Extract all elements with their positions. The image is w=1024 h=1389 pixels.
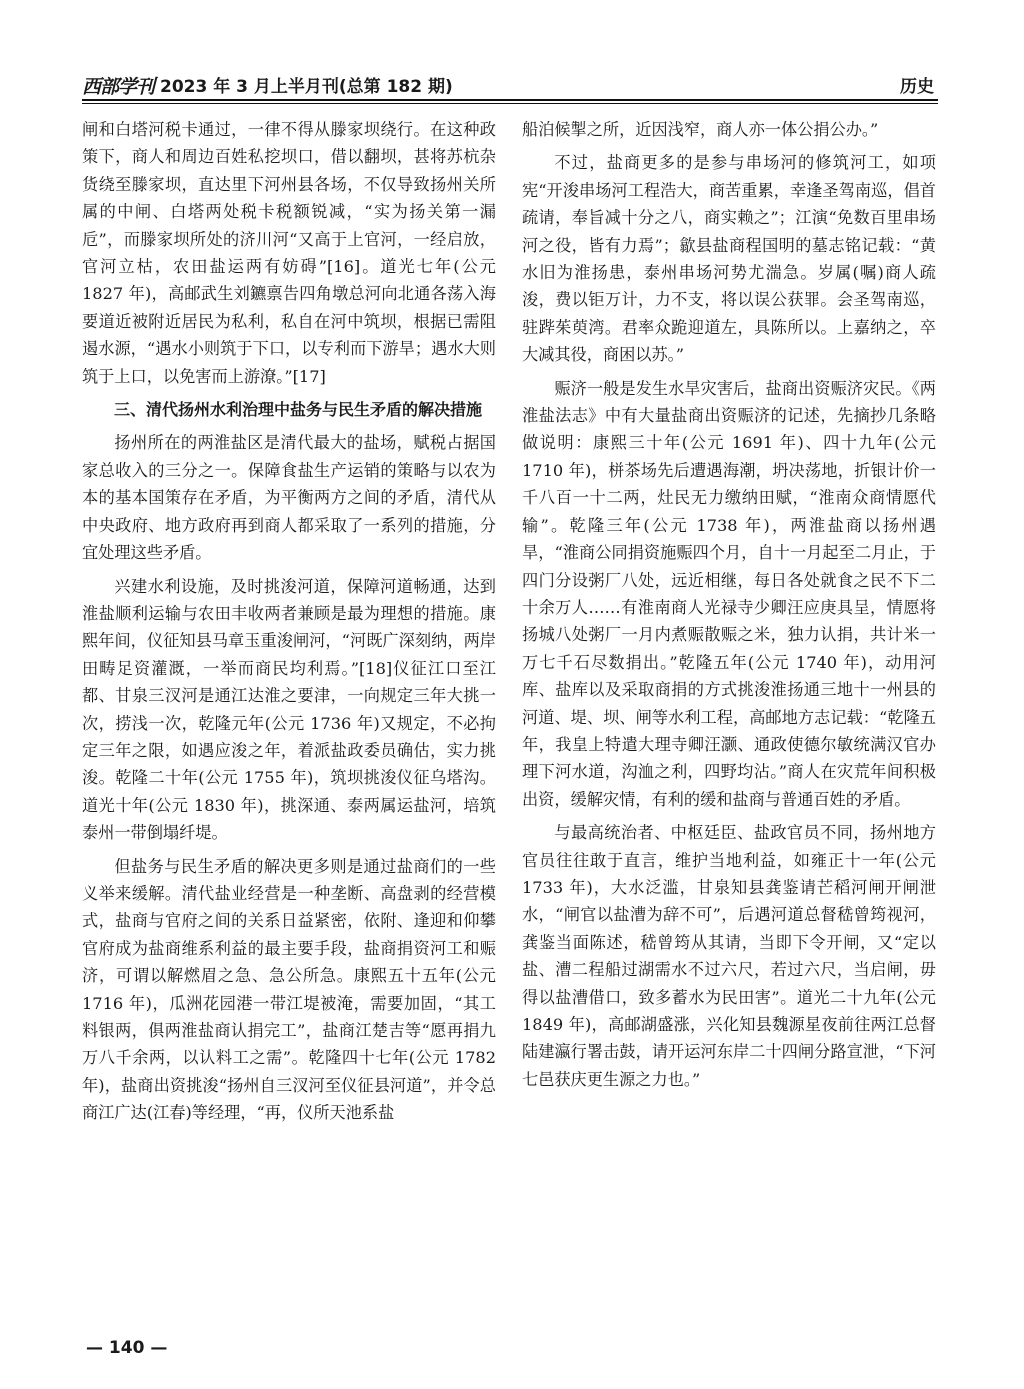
body-paragraph: 船泊候掣之所，近因浅窄，商人亦一体公捐公办。”: [522, 120, 879, 139]
issue-info: 2023 年 3 月上半月刊(总第 182 期): [160, 77, 453, 97]
running-header: [82, 68, 938, 102]
body-paragraph: 扬州所在的两淮盐区是清代最大的盐场，赋税占据国家总收入的三分之一。保障食盐生产运销的策略与以农为本的基本国策存在矛盾，为平衡两方之间的矛盾，清代从中央政府、地方政府再到商人都采取了一系列的措施，分宜处理这些矛盾。: [82, 433, 496, 563]
body-paragraph: 闸和白塔河税卡通过，一律不得从滕家坝绕行。在这种政策下，商人和周边百姓私挖坝口，借以翻坝，甚将苏杭杂货绕至滕家坝，直达里下河州县各场，不仅导致扬州关所属的中闸、白塔两处税卡税额锐减，“实为扬关第一漏卮”，而滕家坝所处的济川河“又高于上官河，一经启放，官河立枯，农田盐运两有妨碍”[16]。道光七年(公元 1827 年)，高邮武生刘鑣禀告四角墩总河向北通各荡入海要道近被附近居民为私利，私自在河中筑坝，根据已需阻遏水源，“遇水小则筑于下口，以专利而下游旱；遇水大则筑于上口，以免害而上游潦。”[17]: [82, 120, 496, 386]
body-paragraph: 但盐务与民生矛盾的解决更多则是通过盐商们的一些义举来缓解。清代盐业经营是一种垄断、高盘剥的经营模式，盐商与官府之间的关系日益紧密，依附、逢迎和仰攀官府成为盐商维系利益的最主要手段，盐商捐资河工和赈济，可谓以解燃眉之急、急公所急。康熙五十五年(公元 1716 年)，瓜洲花园港一带江堤被淹，需要加固，“其工料银两，俱两淮盐商认捐完工”，盐商江楚吉等“愿再捐九万八千余两，以认料工之需”。乾隆四十七年(公元 1782 年)，盐商出资挑浚“扬州自三汊河至仪征县河道”，并令总商江广达(江春)等经理，“再，仪所天池系盐: [82, 856, 496, 1123]
section-name: 历史: [900, 77, 934, 97]
left-column: [82, 116, 496, 1332]
right-column: [522, 116, 936, 1332]
body-paragraph: 与最高统治者、中枢廷臣、盐政官员不同，扬州地方官员往往敢于直言，维护当地利益，如雍正十一年(公元 1733 年)，大水泛滥，甘泉知县龚鉴请芒稻河闸开闸泄水，“闸官以盐漕为辞不可”，后遇河道总督嵇曾筠视河，龚鉴当面陈述，嵇曾筠从其请，当即下令开闸，又“定以盐、漕二程船过湖需水不过六尺，若过六尺，当启闸，毋得以盐漕借口，致多蓄水为民田害”。道光二十九年(公元 1849 年)，高邮湖盛涨，兴化知县魏源星夜前往两江总督陆建瀛行署击鼓，请开运河东岸二十四闸分路宣泄，“下河七邑获庆更生源之力也。”: [522, 823, 936, 1089]
body-paragraph: 赈济一般是发生水旱灾害后，盐商出资赈济灾民。《两淮盐法志》中有大量盐商出资赈济的记述，先摘抄几条略做说明：康熙三十年(公元 1691 年)、四十九年(公元 1710 年)，栟茶场先后遭遇海潮，坍决荡地，折银计价一千八百一十二两，灶民无力缴纳田赋，“淮南众商情愿代输”。乾隆三年(公元 1738 年)，两淮盐商以扬州遇旱，“淮商公同捐资施赈四个月，自十一月起至二月止，于四门分设粥厂八处，远近相继，每日各处就食之民不下二十余万人……有淮南商人光禄寺少卿汪应庚具呈，情愿将扬城八处粥厂一月内煮赈散赈之米，独力认捐，共计米一万七千石尽数捐出。”乾隆五年(公元 1740 年)，动用河库、盐库以及采取商捐的方式挑浚淮扬通三地十一州县的河道、堤、坝、闸等水利工程，高邮地方志记载：“乾隆五年，我皇上特遣大理寺卿汪灏、通政使德尔敏统满汉官办理下河水道，沟洫之利，四野均沾。”商人在灾荒年间积极出资，缓解灾情，有利的缓和盐商与普通百姓的矛盾。: [522, 378, 936, 809]
header-rule-thin: [82, 103, 938, 104]
section-heading: 三、清代扬州水利治理中盐务与民生矛盾的解决措施: [114, 400, 483, 420]
body-paragraph: 不过，盐商更多的是参与串场河的修筑河工，如项宪“开浚串场河工程浩大，商苦重累，幸逢圣驾南巡，倡首疏请，奉旨减十分之八，商实赖之”；江演“免数百里串场河之役，皆有力焉”；歙县盐商程国明的墓志铭记载：“黄水旧为淮扬患，泰州串场河势尤湍急。岁属(嘱)商人疏浚，费以钜万计，力不支，将以误公获罪。会圣驾南巡，驻跸茱萸湾。君率众跪迎道左，具陈所以。上嘉纳之，卒大减其役，商困以苏。”: [522, 153, 936, 365]
header-rule: [82, 99, 938, 101]
page-number: — 140 —: [86, 1338, 168, 1358]
body-paragraph: 兴建水利设施，及时挑浚河道，保障河道畅通，达到淮盐顺利运输与农田丰收两者兼顾是最为理想的措施。康熙年间，仪征知县马章玉重浚闸河，“河既广深刻纳，两岸田畴足资灌溉，一举而商民均利焉。”[18]仪征江口至江都、甘泉三汊河是通江达淮之要津，一向规定三年大挑一次，捞浅一次，乾隆元年(公元 1736 年)又规定，不必拘定三年之限，如遇应浚之年，着派盐政委员确估，实力挑浚。乾隆二十年(公元 1755 年)，筑坝挑浚仪征乌塔沟。道光十年(公元 1830 年)，挑深通、泰两属运盐河，培筑泰州一带倒塌纤堤。: [82, 576, 496, 843]
journal-logo: 西部学刊: [82, 76, 155, 98]
